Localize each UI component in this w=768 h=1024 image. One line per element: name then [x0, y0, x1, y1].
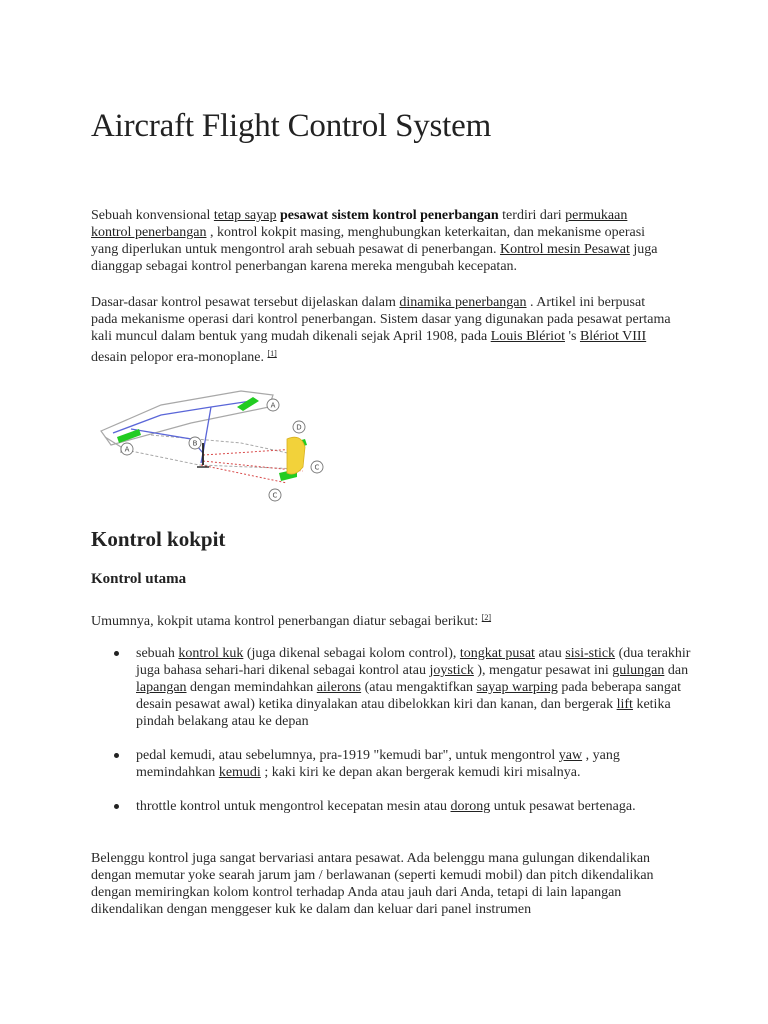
list-item: pedal kemudi, atau sebelumnya, pra-1919 "kemudi bar", untuk mengontrol yaw , yang memindahkan kemudi ; kaki kiri ke depan akan bergerak kemudi kiri misalnya. — [91, 747, 691, 781]
inline-link[interactable]: sayap warping — [476, 680, 558, 695]
list-item: throttle kontrol untuk mengontrol kecepatan mesin atau dorong untuk pesawat bertenaga. — [91, 798, 691, 815]
citation-link[interactable]: [1] — [267, 349, 277, 358]
diagram-label: B — [192, 439, 198, 448]
inline-link[interactable]: yaw — [558, 748, 583, 763]
inline-link[interactable]: tongkat pusat — [459, 646, 535, 661]
diagram-label: A — [270, 401, 276, 410]
primary-intro-paragraph: Umumnya, kokpit utama kontrol penerbangan diatur sebagai berikut: [2] — [91, 613, 492, 629]
basics-paragraph: Dasar-dasar kontrol pesawat tersebut dijelaskan dalam dinamika penerbangan . Artikel ini berpusat pada mekanisme operasi dari kontrol penerbangan. Sistem dasar yang digunakan pada pesawat pertama kali muncul dalam bentuk yang mudah dikenali sejak April 1908, pada Louis Blériot 's Blériot VIII desain pelopor era-monoplane. [1] — [91, 295, 671, 365]
diagram-label: C — [272, 491, 278, 500]
subsection-heading-primary: Kontrol utama — [91, 571, 187, 587]
inline-link[interactable]: Blériot VIII — [579, 329, 647, 344]
inline-link[interactable]: lapangan — [136, 680, 187, 695]
inline-link[interactable]: tetap sayap — [213, 208, 277, 223]
inline-link[interactable]: dorong — [450, 799, 491, 814]
list-item: sebuah kontrol kuk (juga dikenal sebagai kolom control), tongkat pusat atau sisi-stick (dua terakhir juga bahasa sehari-hari dikenal sebagai kontrol atau joystick ), mengatur pesawat ini gulungan dan lapangan dengan memindahkan ailerons (atau mengaktifkan sayap warping pada beberapa sangat desain pesawat awal) ketika dinyalakan atau dibelokkan kiri dan kanan, dan bergerak lift ketika pindah belakang atau ke depan — [91, 645, 691, 730]
inline-link[interactable]: dinamika penerbangan — [399, 295, 527, 310]
citation-link[interactable]: [2] — [481, 613, 492, 622]
inline-link[interactable]: sisi-stick — [565, 646, 616, 661]
inline-link[interactable]: lift — [616, 697, 633, 712]
diagram-label: C — [314, 463, 320, 472]
inline-link[interactable]: joystick — [429, 663, 474, 678]
intro-paragraph: Sebuah konvensional tetap sayap pesawat sistem kontrol penerbangan terdiri dari permukaan kontrol penerbangan , kontrol kokpit masing, menghubungkan keterkaitan, dan mekanisme operasi yang diperlukan untuk mengontrol arah sebuah pesawat di penerbangan. Kontrol mesin Pesawat juga dianggap sebagai kontrol penerbangan karena mereka mengubah kecepatan. — [91, 208, 658, 274]
inline-link[interactable]: ailerons — [316, 680, 362, 695]
bold-text: pesawat sistem kontrol penerbangan — [279, 208, 499, 223]
section-heading-cockpit: Kontrol kokpit — [91, 527, 226, 551]
inline-link[interactable]: kontrol kuk — [178, 646, 244, 661]
diagram-label: A — [124, 445, 130, 454]
primary-controls-list — [91, 645, 691, 832]
inline-link[interactable]: kemudi — [218, 765, 261, 780]
diagram-label: D — [296, 423, 302, 432]
inline-link[interactable]: permukaan kontrol penerbangan — [91, 208, 628, 240]
control-system-diagram — [91, 385, 327, 507]
inline-link[interactable]: gulungan — [612, 663, 665, 678]
page-title: Aircraft Flight Control System — [91, 108, 492, 144]
inline-link[interactable]: Louis Blériot — [490, 329, 565, 344]
inline-link[interactable]: Kontrol mesin Pesawat — [499, 242, 630, 257]
closing-paragraph: Belenggu kontrol juga sangat bervariasi antara pesawat. Ada belenggu mana gulungan dikendalikan dengan memutar yoke searah jarum jam / berlawanan (seperti kemudi mobil) dan pitch dikendalikan dengan memiringkan kolom kontrol terhadap Anda atau jauh dari Anda, tetapi di lain lapangan dikendalikan dengan menggeser kuk ke dalam dan keluar dari panel instrumen — [91, 851, 654, 917]
